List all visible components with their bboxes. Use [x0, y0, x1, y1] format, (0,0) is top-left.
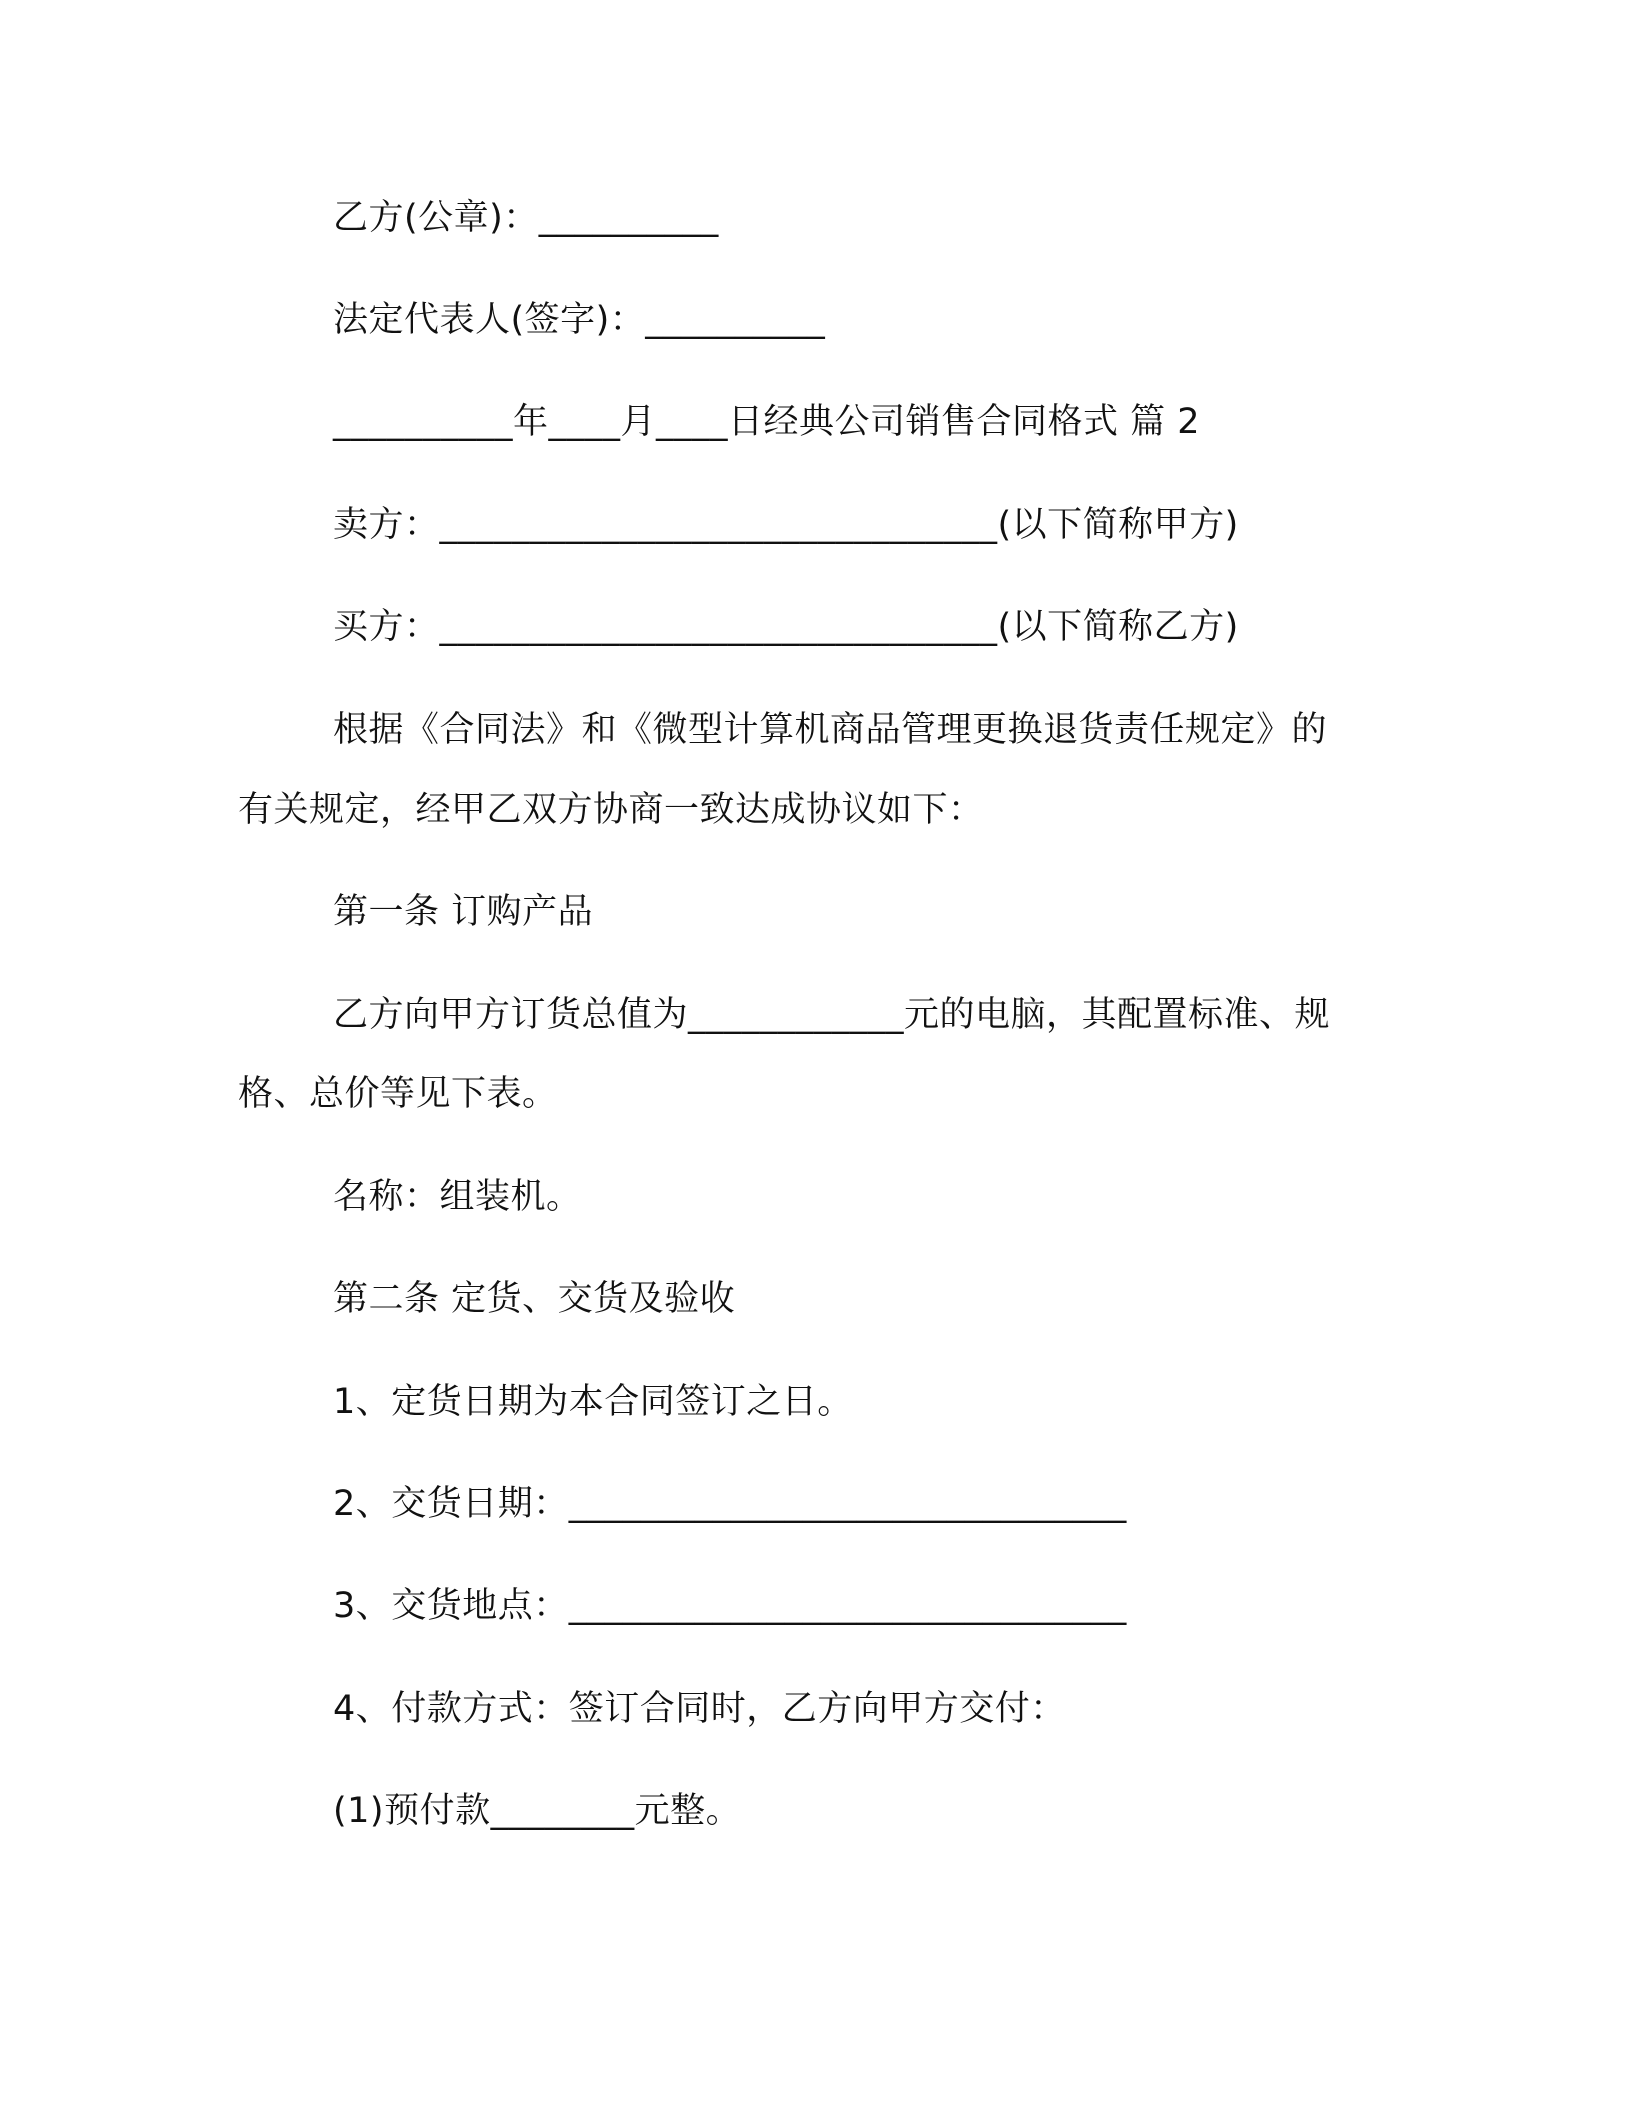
- product-name-line: 名称：组装机。: [333, 1177, 582, 1217]
- order-total-line-1: 乙方向甲方订货总值为____________元的电脑，其配置标准、规: [333, 995, 1331, 1035]
- legal-representative-signature-line: 法定代表人(签字)：__________: [333, 300, 826, 340]
- preamble-line-2: 有关规定，经甲乙双方协商一致达成协议如下：: [238, 790, 984, 830]
- article-2-heading: 第二条 定货、交货及验收: [333, 1279, 736, 1319]
- buyer-line: 买方：_______________________________(以下简称乙方): [333, 607, 1239, 647]
- seller-line: 卖方：_______________________________(以下简称甲方): [333, 505, 1239, 545]
- preamble-line-1: 根据《合同法》和《微型计算机商品管理更换退货责任规定》的: [333, 710, 1328, 750]
- prepayment-clause: (1)预付款________元整。: [333, 1791, 742, 1831]
- party-b-seal-line: 乙方(公章)：__________: [333, 198, 719, 238]
- order-date-clause: 1、定货日期为本合同签订之日。: [333, 1382, 853, 1422]
- date-and-contract-heading: __________年____月____日经典公司销售合同格式 篇 2: [333, 402, 1201, 442]
- order-total-line-2: 格、总价等见下表。: [238, 1074, 558, 1114]
- delivery-location-clause: 3、交货地点：_______________________________: [333, 1586, 1127, 1626]
- payment-method-clause: 4、付款方式：签订合同时，乙方向甲方交付：: [333, 1689, 1066, 1729]
- article-1-heading: 第一条 订购产品: [333, 892, 594, 932]
- delivery-date-clause: 2、交货日期：_______________________________: [333, 1484, 1127, 1524]
